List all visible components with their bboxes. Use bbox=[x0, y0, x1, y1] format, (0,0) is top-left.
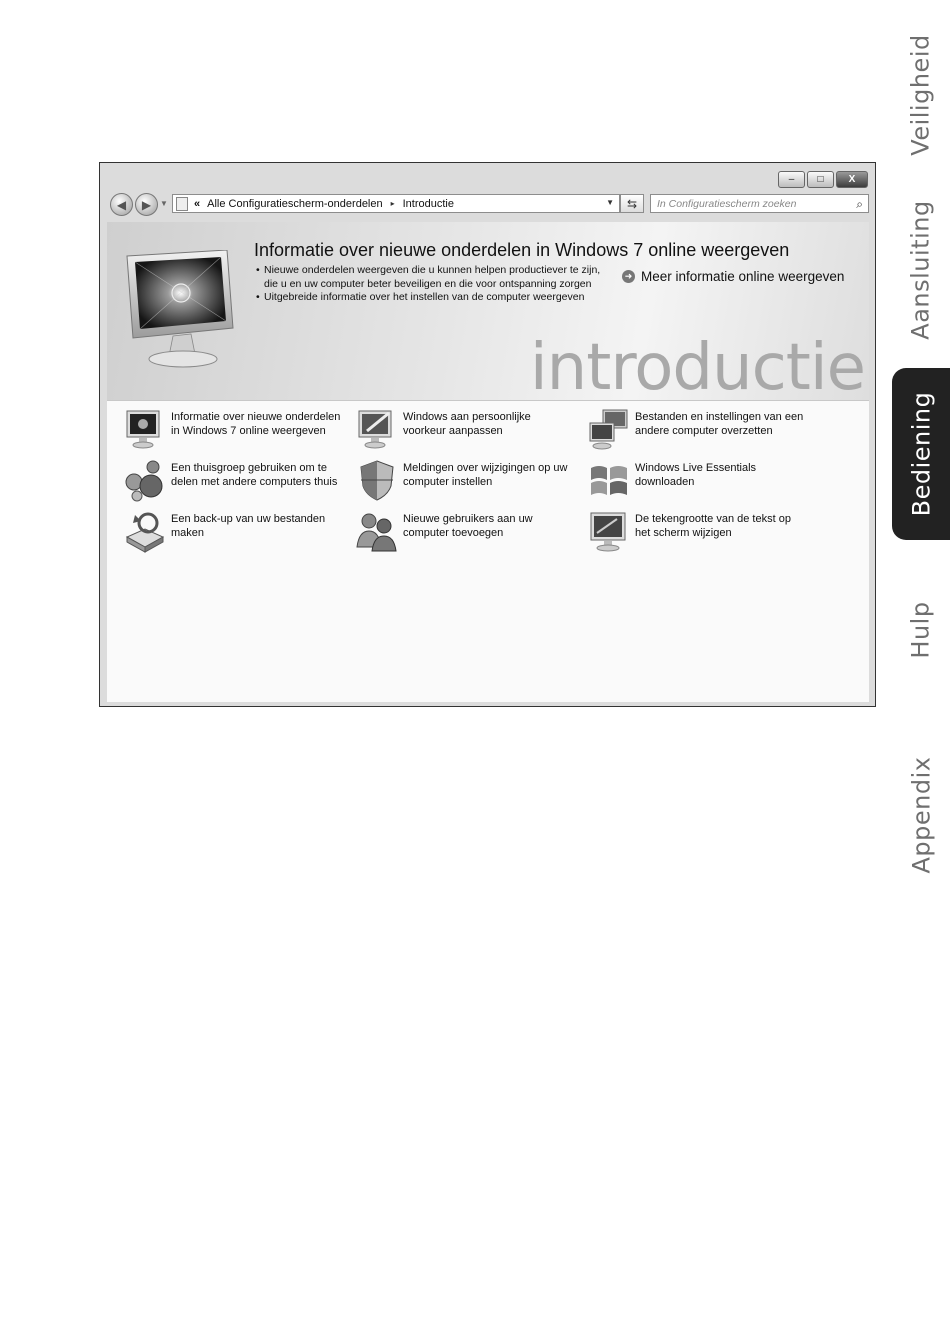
minimize-button[interactable] bbox=[778, 171, 805, 188]
refresh-icon: ⇆ bbox=[626, 196, 638, 211]
forward-button[interactable] bbox=[135, 193, 158, 216]
task-link-add-users[interactable] bbox=[355, 509, 585, 553]
back-button[interactable] bbox=[110, 193, 133, 216]
breadcrumb-overflow[interactable]: « bbox=[194, 197, 201, 210]
task-link-transfer[interactable] bbox=[587, 407, 817, 451]
task-label-line1: Een thuisgroep gebruiken om te bbox=[171, 462, 327, 474]
address-bar[interactable] bbox=[172, 194, 620, 213]
list-item: • Nieuwe onderdelen weergeven die u kunnen helpen productiever te zijn, bbox=[256, 264, 601, 276]
task-label-line1: Windows aan persoonlijke bbox=[403, 411, 531, 423]
homegroup-icon bbox=[123, 458, 167, 502]
monitor-icon bbox=[123, 407, 167, 451]
shield-icon bbox=[355, 458, 399, 502]
arrow-left-icon: ◀ bbox=[116, 197, 127, 212]
side-tab-hulp[interactable] bbox=[892, 585, 950, 675]
text-size-icon bbox=[587, 509, 631, 553]
close-button[interactable] bbox=[836, 171, 868, 188]
task-link-notifications[interactable] bbox=[355, 458, 585, 502]
task-label-line1: Informatie over nieuwe onderdelen bbox=[171, 411, 341, 423]
bullet-text: Uitgebreide informatie over het instellen van de computer weergeven bbox=[264, 291, 585, 303]
control-panel-window bbox=[99, 162, 876, 707]
bullet-text: die u en uw computer beter beveiligen en die voor ontspanning zorgen bbox=[264, 277, 592, 290]
task-label-line2: andere computer overzetten bbox=[635, 425, 773, 437]
control-panel-icon bbox=[176, 197, 188, 211]
content-pane bbox=[107, 222, 869, 702]
banner-title[interactable]: Informatie over nieuwe onderdelen in Windows 7 online weergeven bbox=[254, 240, 790, 260]
close-icon: X bbox=[848, 173, 856, 185]
backup-icon bbox=[123, 509, 167, 553]
welcome-banner bbox=[107, 222, 869, 405]
personalize-icon bbox=[355, 407, 399, 451]
side-tab-label: Hulp bbox=[906, 601, 935, 659]
side-tab-label: Appendix bbox=[907, 756, 935, 873]
task-label-line1: De tekengrootte van de tekst op bbox=[635, 513, 791, 525]
list-item bbox=[256, 278, 600, 292]
arrow-right-icon: ▶ bbox=[141, 197, 152, 212]
task-label-line2: voorkeur aanpassen bbox=[403, 425, 503, 437]
side-tab-veiligheid[interactable] bbox=[892, 30, 950, 160]
task-link-personalize[interactable] bbox=[355, 407, 585, 451]
side-tab-label: Veiligheid bbox=[907, 34, 935, 156]
task-link-live-essentials[interactable] bbox=[587, 458, 817, 502]
task-label-line2: het scherm wijzigen bbox=[635, 527, 732, 539]
task-link-text-size[interactable] bbox=[587, 509, 817, 553]
refresh-button[interactable] bbox=[620, 194, 644, 213]
breadcrumb-parent[interactable]: Alle Configuratiescherm-onderdelen bbox=[207, 197, 383, 210]
task-label-line2: computer toevoegen bbox=[403, 527, 504, 539]
search-placeholder: In Configuratiescherm zoeken bbox=[657, 197, 797, 210]
task-label-line1: Bestanden en instellingen van een bbox=[635, 411, 804, 423]
chevron-down-icon[interactable]: ▼ bbox=[606, 198, 614, 207]
monitor-icon bbox=[123, 250, 241, 372]
users-icon bbox=[355, 509, 399, 553]
task-label-line2: in Windows 7 online weergeven bbox=[171, 425, 326, 437]
maximize-icon: □ bbox=[817, 173, 824, 185]
task-label-line1: Windows Live Essentials bbox=[635, 462, 757, 474]
task-label-line1: Meldingen over wijzigingen op uw bbox=[403, 462, 568, 474]
task-label-line2: maken bbox=[171, 527, 205, 539]
banner-watermark: introductie bbox=[529, 331, 865, 405]
task-label-line1: Een back-up van uw bestanden bbox=[171, 513, 326, 525]
list-item: • Uitgebreide informatie over het instellen van de computer weergeven bbox=[256, 291, 585, 303]
minimize-icon: – bbox=[788, 173, 795, 185]
more-info-label: Meer informatie online weergeven bbox=[641, 269, 845, 284]
maximize-button[interactable] bbox=[807, 171, 834, 188]
history-dropdown-icon[interactable]: ▼ bbox=[160, 199, 168, 208]
task-link-homegroup[interactable] bbox=[123, 458, 353, 502]
banner-bullet-list bbox=[256, 264, 600, 305]
task-label-line2: computer instellen bbox=[403, 476, 493, 488]
search-input[interactable] bbox=[650, 194, 869, 213]
title-bar bbox=[100, 163, 875, 189]
more-info-link[interactable] bbox=[622, 269, 844, 284]
side-tab-appendix[interactable] bbox=[892, 752, 950, 877]
side-tab-bediening[interactable] bbox=[892, 368, 950, 540]
task-link-backup[interactable] bbox=[123, 509, 353, 553]
task-link-new-features[interactable] bbox=[123, 407, 353, 451]
search-icon[interactable]: ⌕ bbox=[856, 197, 863, 211]
windows-flag-icon bbox=[587, 458, 631, 502]
task-label-line2: downloaden bbox=[635, 476, 695, 488]
task-label-line2: delen met andere computers thuis bbox=[171, 476, 338, 488]
bullet-text: Nieuwe onderdelen weergeven die u kunnen helpen productiever te zijn, bbox=[264, 264, 601, 276]
task-label-line1: Nieuwe gebruikers aan uw bbox=[403, 513, 533, 525]
arrow-right-icon: ➜ bbox=[622, 270, 635, 283]
side-tab-label: Bediening bbox=[907, 391, 936, 517]
breadcrumb-current[interactable]: Introductie bbox=[402, 197, 454, 210]
transfer-icon bbox=[587, 407, 631, 451]
navigation-bar bbox=[100, 191, 875, 217]
side-tab-aansluiting[interactable] bbox=[892, 200, 950, 340]
side-tab-label: Aansluiting bbox=[907, 200, 936, 340]
breadcrumb-separator-icon[interactable]: ▸ bbox=[390, 199, 395, 208]
